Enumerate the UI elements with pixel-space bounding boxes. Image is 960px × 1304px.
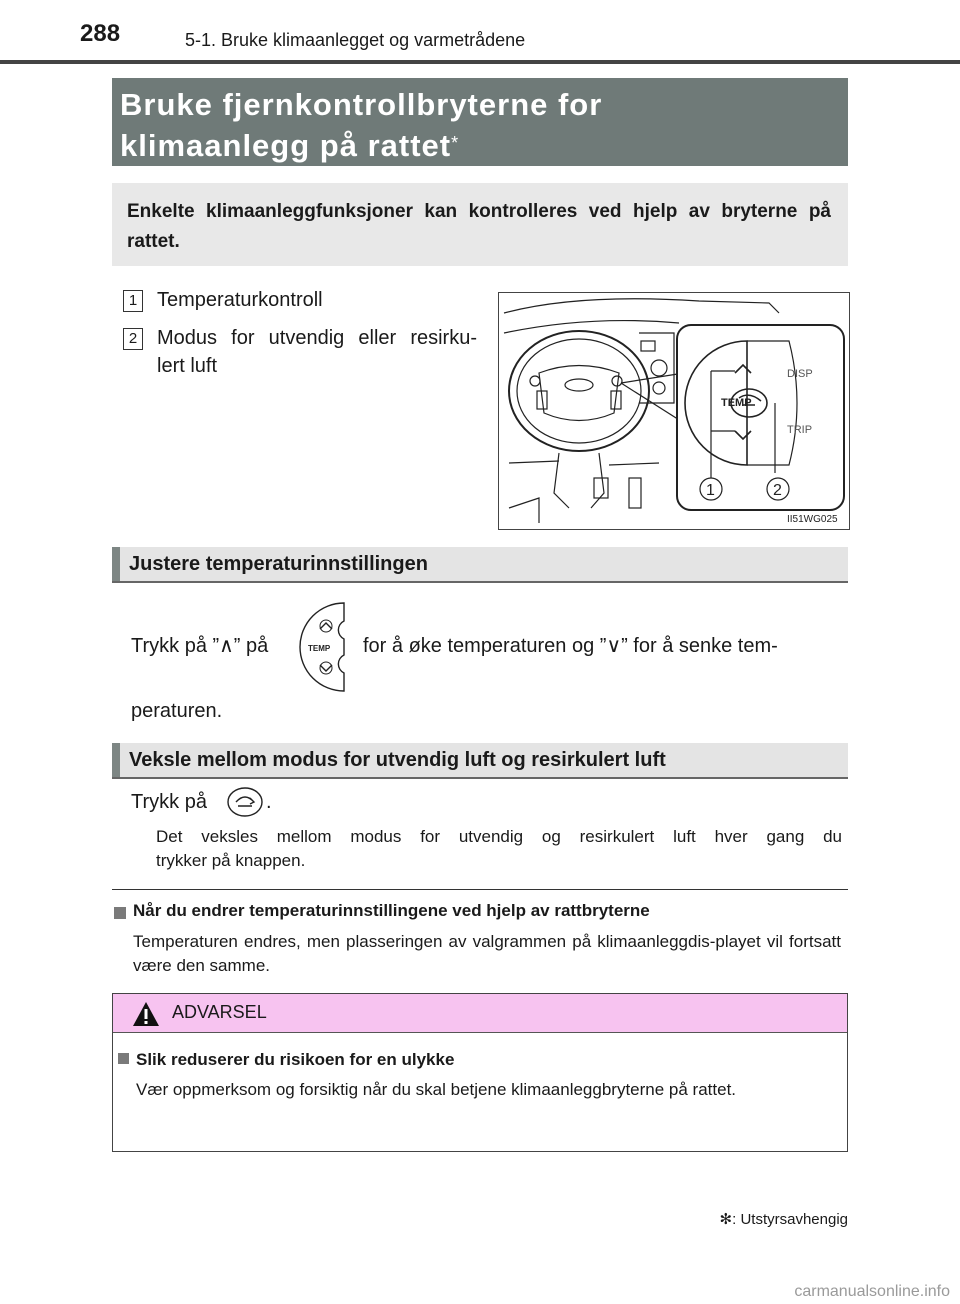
callout-1: 1 [706,482,715,499]
note-body: Temperaturen endres, men plasseringen av valgrammen på klimaanleggdis-playet vil fortsatt være den samme. [133,932,841,975]
section-1-text-a: Trykk på ”∧” på [131,635,269,657]
watermark: carmanualsonline.info [794,1283,950,1300]
item-1-number: 1 [123,290,143,312]
figure-code: II51WG025 [787,514,838,525]
warning-item-body: Vær oppmerksom og forsiktig når du skal betjene klimaanleggbryterne på rattet. [136,1080,737,1099]
section-1-accent [112,547,120,581]
temp-label: TEMP [721,397,752,409]
header-rule [0,60,960,64]
section-2-detail-line1: Det veksles mellom modus for utvendig og resirkulert luft hver gang du [156,827,842,846]
item-2-label-line2: lert luft [157,355,218,377]
trip-label: TRIP [787,424,813,436]
steering-wheel-illustration [498,292,850,530]
section-title: 5-1. Bruke klimaanlegget og varmetrådene [185,30,526,50]
item-2-label-line1: Modus for utvendig eller resirku- [157,327,477,349]
callout-2: 2 [773,482,782,499]
note-separator [112,889,848,890]
title-asterisk: * [451,133,460,153]
section-1-text-c: peraturen. [131,700,223,722]
section-2-text-a: Trykk på [131,791,207,813]
section-1-text-b: for å øke temperaturen og ”∨” for å senke tem- [363,635,778,657]
warning-icon [131,1000,161,1028]
temp-switch-graphic [298,601,348,693]
footnote [720,1210,848,1228]
page-number: 288 [80,20,121,47]
page-title [120,84,840,166]
warning-item-heading: Slik reduserer du risikoen for en ulykke [136,1050,455,1069]
item-2-number: 2 [123,328,143,350]
footnote-text: : Utstyrsavhengig [732,1211,848,1228]
section-2-accent [112,743,120,777]
footnote-symbol: ✻ [719,1211,733,1228]
section-1-heading: Justere temperaturinnstillingen [129,553,428,575]
temp-switch-icon [298,601,348,693]
title-line-2: klimaanlegg på rattet [120,128,452,163]
section-2-heading: Veksle mellom modus for utvendig luft og resirkulert luft [129,749,666,771]
title-line-1: Bruke fjernkontrollbryterne for [120,87,603,122]
item-1-label: Temperaturkontroll [157,289,323,311]
warning-label: ADVARSEL [172,1002,267,1022]
steering-wheel-drawing [499,293,849,529]
warning-bullet [118,1053,129,1064]
section-2-text-b: . [266,791,272,813]
intro-text: Enkelte klimaanleggfunksjoner kan kontrolleres ved hjelp av bryterne på rattet. [127,201,831,252]
section-2-detail-line2: trykker på knappen. [156,851,306,870]
temp-switch-label: TEMP [308,644,331,653]
note-heading: Når du endrer temperaturinnstillingene ved hjelp av rattbryterne [133,901,650,920]
recirculation-button-icon [226,786,264,818]
note-bullet [114,907,126,919]
disp-label: DISP [787,368,813,380]
